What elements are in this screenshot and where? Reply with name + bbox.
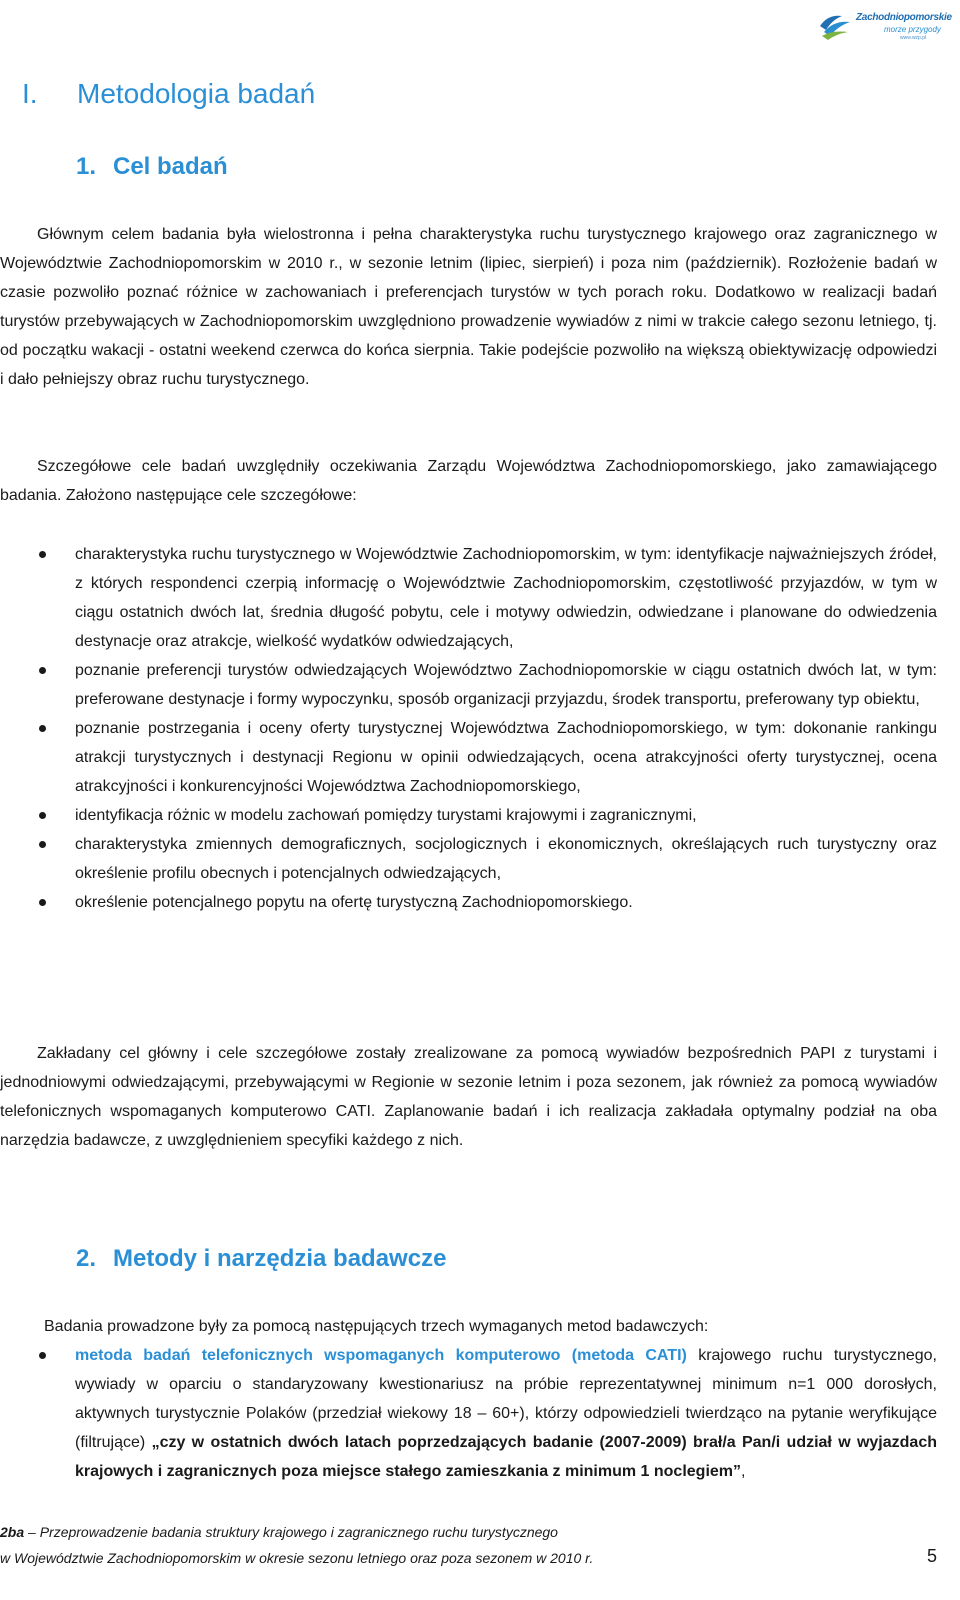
chapter-heading xyxy=(22,78,315,110)
logo-swoosh-icon xyxy=(818,6,854,42)
page-number: 5 xyxy=(926,1546,937,1566)
bullet-icon xyxy=(39,667,46,674)
list-item: identyfikacja różnic w modelu zachowań pomiędzy turystami krajowymi i zagranicznymi, xyxy=(0,801,937,830)
bullet-icon xyxy=(39,841,46,848)
list-item: poznanie preferencji turystów odwiedzających Województwo Zachodniopomorskie w ciągu ostatnich dwóch lat, w tym: preferowane destynacje i formy wypoczynku, sposób organizacji przyjazdu, środek transportu, preferowany typ obiektu, xyxy=(0,656,937,714)
chapter-title: Metodologia badań xyxy=(77,78,316,109)
paragraph-main-goal: Głównym celem badania była wielostronna i pełna charakterystyka ruchu turystycznego krajowego oraz zagranicznego w Województwie Zachodniopomorskim w 2010 r., w sezonie letnim (lipiec, sierpień) i poza nim (październik). Rozłożenie badań w czasie pozwoliło poznać różnice w zachowaniach i preferencjach turystów w tych porach roku. Dodatkowo w realizacji badań turystów przebywających w Zachodniopomorskim uwzględniono prowadzenie wywiadów z nimi w trakcie całego sezonu letniego, tj. od początku wakacji - ostatni weekend czerwca do końca sierpnia. Takie podejście pozwoliło na większą obiektywizację odpowiedzi i dało pełniejszy obraz ruchu turystycznego. xyxy=(0,226,937,388)
logo-brand: Zachodniopomorskie xyxy=(856,12,952,23)
paragraph-methods-summary: Zakładany cel główny i cele szczegółowe zostały zrealizowane za pomocą wywiadów bezpośrednich PAPI z turystami i jednodniowymi odwiedzającymi, przebywającymi w Regionie w sezonie letnim i poza sezonem, jak również za pomocą wywiadów telefonicznych wspomaganych komputerowo CATI. Zaplanowanie badań i ich realizacja zakładała optymalny podział na oba narzędzia badawcze, z uwzględnieniem specyfiki każdego z nich. xyxy=(0,1045,937,1149)
chapter-number: I. xyxy=(22,78,38,109)
logo-tagline: morze przygody xyxy=(884,25,941,34)
list-item: charakterystyka ruchu turystycznego w Województwie Zachodniopomorskim, w tym: identyfikacje najważniejszych źródeł, z których respondenci czerpią informację o Województwie Zachodniopomorskim, częstotliwość przyjazdów, w tym w ciągu ostatnich dwóch lat, średnia długość pobytu, cele i motywy odwiedzin, odwiedzane i planowane do odwiedzenia destynacje oraz atrakcje, wielkość wydatków odwiedzających, xyxy=(0,540,937,656)
bullet-icon xyxy=(39,1352,46,1359)
bullet-icon xyxy=(39,551,46,558)
section-number: 1. xyxy=(76,153,97,180)
logo-url: www.wzp.pl xyxy=(900,35,927,41)
filter-question: „czy w ostatnich dwóch latach poprzedzających badanie (2007-2009) brał/a Pan/i udział w wyjazdach krajowych i zagranicznych poza miejsce stałego zamieszkania z minimum 1 noclegiem” xyxy=(75,1434,937,1480)
list-item: określenie potencjalnego popytu na ofertę turystyczną Zachodniopomorskiego. xyxy=(0,888,937,917)
section-title: Cel badań xyxy=(113,153,228,180)
footer-code: 2ba xyxy=(0,1524,25,1540)
paragraph-detailed-goals: Szczegółowe cele badań uwzględniły oczekiwania Zarządu Województwa Zachodniopomorskiego, jako zamawiającego badania. Założono następujące cele szczegółowe: xyxy=(0,458,937,504)
bullet-icon xyxy=(39,899,46,906)
paragraph-methods-intro: Badania prowadzone były za pomocą następujących trzech wymaganych metod badawczych: xyxy=(44,1318,709,1335)
section-number: 2. xyxy=(76,1245,97,1272)
footer-line-1: 2ba – Przeprowadzenie badania struktury krajowego i zagranicznego ruchu turystycznego xyxy=(0,1524,558,1540)
section-heading-1 xyxy=(76,153,228,181)
methods-list xyxy=(0,1341,937,1486)
bullet-icon xyxy=(39,725,46,732)
list-item: metoda badań telefonicznych wspomaganych komputerowo (metoda CATI) krajowego ruchu turystycznego, wywiady w oparciu o standaryzowany kwestionariusz na próbie reprezentatywnej minimum n=1 000 dorosłych, aktywnych turystycznie Polaków (przedział wiekowy 18 – 60+), którzy odpowiedzieli twierdząco na pytanie weryfikujące (filtrujące) „czy w ostatnich dwóch latach poprzedzających badanie (2007-2009) brał/a Pan/i udział w wyjazdach krajowych i zagranicznych poza miejsce stałego zamieszkania z minimum 1 noclegiem”, xyxy=(0,1341,937,1486)
logo xyxy=(818,4,952,44)
method-name: metoda badań telefonicznych wspomaganych komputerowo (metoda CATI) xyxy=(75,1347,687,1364)
list-item: poznanie postrzegania i oceny oferty turystycznej Województwa Zachodniopomorskiego, w tym: dokonanie rankingu atrakcji turystycznych i destynacji Regionu w opinii odwiedzających, ocena atrakcyjności oferty turystycznej, ocena atrakcyjności i konkurencyjności Województwa Zachodniopomorskiego, xyxy=(0,714,937,801)
bullet-icon xyxy=(39,812,46,819)
list-item: charakterystyka zmiennych demograficznych, socjologicznych i ekonomicznych, określających ruch turystyczny oraz określenie profilu obecnych i potencjalnych odwiedzających, xyxy=(0,830,937,888)
section-title: Metody i narzędzia badawcze xyxy=(113,1245,447,1272)
footer-line-2: w Województwie Zachodniopomorskim w okresie sezonu letniego oraz poza sezonem w 2010 r. xyxy=(0,1550,594,1566)
section-heading-2 xyxy=(76,1245,446,1273)
goals-list xyxy=(0,540,937,917)
page-footer xyxy=(0,1519,937,1571)
